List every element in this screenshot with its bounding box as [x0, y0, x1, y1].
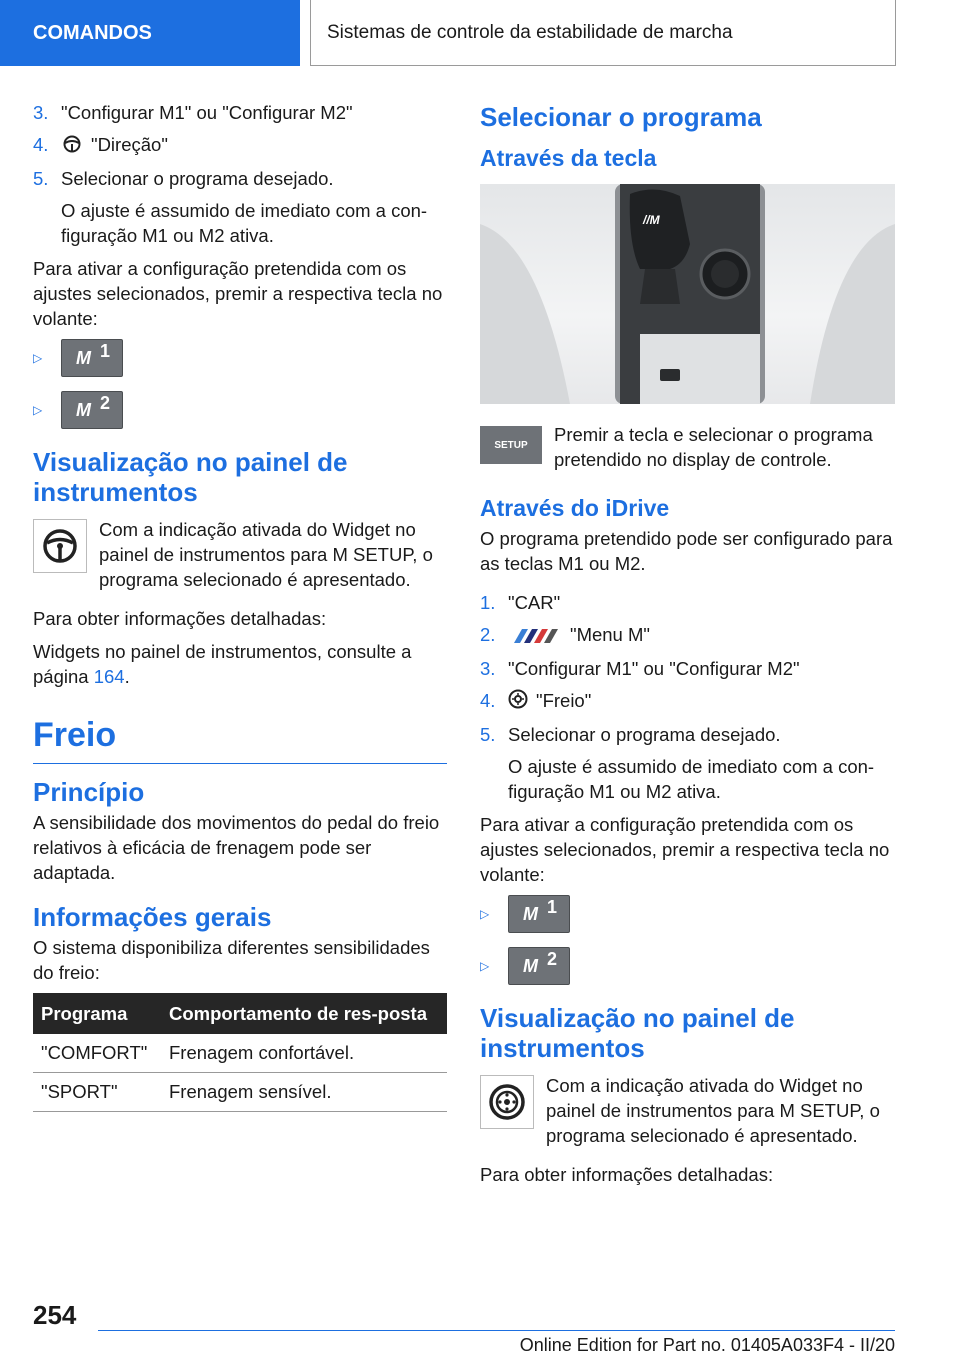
info-text: Para obter informações detalhadas: — [480, 1163, 774, 1185]
list-item — [480, 722, 895, 747]
list-item — [480, 622, 895, 649]
step-text: "Direção" — [91, 134, 168, 155]
activate-paragraph: Para ativar a configuração pretendida com os ajustes selecionados, premir a respectiva tecla no volante: — [33, 257, 443, 329]
list-item — [33, 132, 447, 159]
bullet-m1 — [33, 339, 447, 377]
display-text: Com a indicação ativada do Widget no painel de instrumentos para M SETUP, o programa selecionado é apresentado. — [99, 518, 433, 590]
m2-button-icon: M 2 — [508, 947, 570, 985]
chapter-tab — [0, 0, 300, 66]
step-text: "Menu M" — [570, 624, 650, 645]
step-number: 4. — [480, 689, 496, 711]
bullet-m2 — [480, 947, 895, 985]
list-item — [480, 590, 895, 615]
center-console-photo — [480, 184, 895, 404]
section-title-box — [310, 0, 896, 66]
gerais-text: O sistema disponibiliza diferentes sensibilidades do freio: — [33, 936, 430, 983]
page-link[interactable]: 164 — [93, 665, 125, 687]
bullet-triangle-icon: ▷ — [480, 906, 490, 921]
bullet-m2 — [33, 391, 447, 429]
step-note: O ajuste é assumido de imediato com a con-figuração M1 ou M2 ativa. — [508, 755, 875, 802]
steering-wheel-icon — [33, 519, 87, 573]
brake-table — [33, 993, 447, 1112]
table-cell: "SPORT" — [33, 1072, 161, 1111]
setup-text: Premir a tecla e selecionar o programa pretendido no display de controle. — [554, 424, 873, 470]
section-divider — [33, 763, 447, 764]
step-text: "CAR" — [508, 592, 561, 613]
step-number: 5. — [480, 723, 496, 745]
display-text: Com a indicação ativada do Widget no painel de instrumentos para M SETUP, o programa selecionado é apresentado. — [546, 1074, 880, 1146]
freio-heading: Freio — [33, 715, 117, 754]
display-heading: Visualização no painel de instrumentos — [480, 1002, 795, 1063]
principio-text: A sensibilidade dos movimentos do pedal do freio relativos à eficácia de frenagem pode ser adaptada. — [33, 811, 440, 883]
step-text: Selecionar o programa desejado. — [508, 723, 781, 745]
display-info — [33, 517, 447, 592]
list-item — [480, 688, 895, 715]
brake-disc-icon — [480, 1075, 534, 1129]
step-number: 3. — [33, 102, 49, 123]
widgets-text: Widgets no painel de instrumentos, consulte a página — [33, 640, 412, 687]
gerais-heading: Informações gerais — [33, 901, 272, 932]
table-row — [33, 1072, 447, 1111]
m1-button-icon: M 1 — [61, 339, 123, 377]
bullet-m1 — [480, 895, 895, 933]
activate-paragraph: Para ativar a configuração pretendida com os ajustes selecionados, premir a respectiva tecla no volante: — [480, 813, 890, 885]
step-text: "Configurar M1" ou "Configurar M2" — [61, 102, 353, 123]
footer-rule — [98, 1330, 895, 1331]
m1-button-icon: M 1 — [508, 895, 570, 933]
list-item — [33, 100, 447, 125]
steps-list — [480, 590, 895, 747]
widgets-paragraph: Widgets no painel de instrumentos, consulte a página 164. — [33, 640, 412, 687]
table-cell: Frenagem confortável. — [161, 1034, 447, 1073]
steps-list — [33, 100, 447, 191]
select-heading: Selecionar o programa — [480, 102, 762, 132]
bullet-triangle-icon: ▷ — [480, 958, 490, 973]
table-cell: Frenagem sensível. — [161, 1072, 447, 1111]
step-number: 2. — [480, 624, 496, 645]
step-text: "Configurar M1" ou "Configurar M2" — [508, 657, 800, 679]
step-number: 1. — [480, 592, 496, 613]
svg-text://M: //M — [643, 213, 660, 227]
bullet-triangle-icon: ▷ — [33, 350, 43, 365]
m2-button-icon: M 2 — [61, 391, 123, 429]
bullet-triangle-icon: ▷ — [33, 402, 43, 417]
m-stripes-icon — [508, 624, 562, 649]
idrive-heading: Através do iDrive — [480, 495, 670, 521]
step-number: 3. — [480, 657, 496, 679]
list-item — [33, 166, 447, 191]
steering-wheel-icon — [61, 134, 83, 159]
setup-button-icon: SETUP — [480, 426, 542, 464]
table-cell: "COMFORT" — [33, 1034, 161, 1073]
edition-text: Online Edition for Part no. 01405A033F4 - II/20 — [519, 1335, 895, 1355]
table-row — [33, 1034, 447, 1073]
step-note: O ajuste é assumido de imediato com a con-figuração M1 ou M2 ativa. — [61, 199, 428, 246]
list-item — [480, 656, 895, 681]
step-number: 5. — [33, 167, 49, 189]
idrive-text: O programa pretendido pode ser configurado para as teclas M1 ou M2. — [480, 528, 893, 574]
tecla-heading: Através da tecla — [480, 145, 657, 171]
table-header: Programa — [33, 993, 161, 1034]
step-text: Selecionar o programa desejado. — [61, 167, 334, 189]
right-column — [480, 100, 895, 1195]
step-text: "Freio" — [536, 689, 592, 711]
display-info — [480, 1073, 895, 1148]
page-number: 254 — [33, 1300, 77, 1330]
table-header-row — [33, 993, 447, 1034]
info-text: Para obter informações detalhadas: — [33, 607, 327, 629]
brake-disc-icon — [508, 689, 528, 715]
left-column — [33, 100, 447, 1112]
chapter-label: COMANDOS — [33, 21, 152, 44]
display-heading: Visualização no painel de instrumentos — [33, 446, 348, 507]
setup-info — [480, 422, 895, 472]
principio-heading: Princípio — [33, 776, 145, 807]
step-number: 4. — [33, 134, 49, 155]
section-title: Sistemas de controle da estabilidade de marcha — [327, 21, 733, 43]
table-header: Comportamento de res-posta — [161, 993, 447, 1034]
